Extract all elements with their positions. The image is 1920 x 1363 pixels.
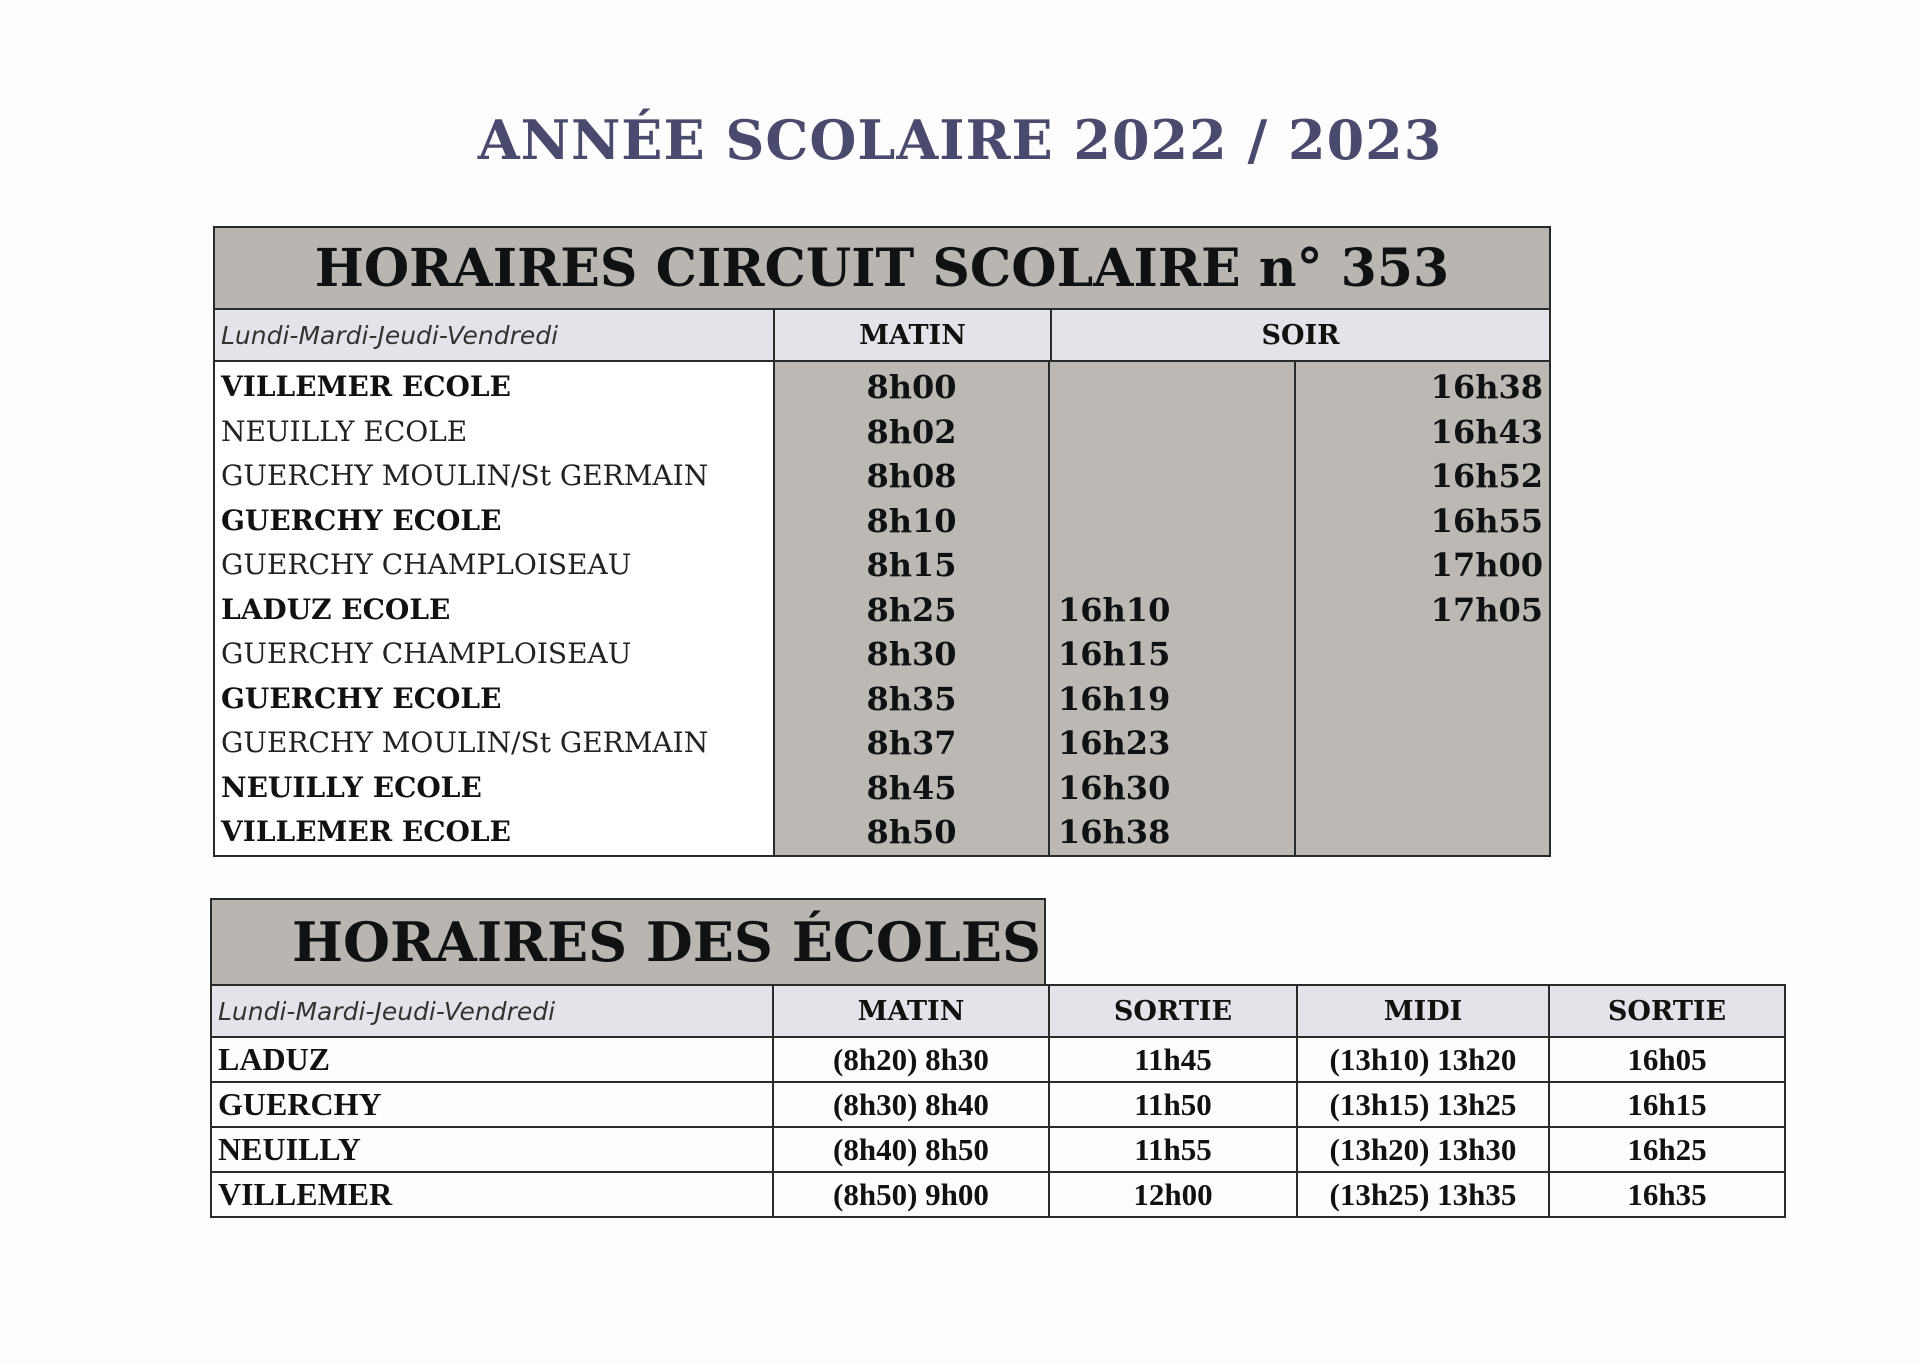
school-name: NEUILLY	[211, 1127, 773, 1172]
school-name: VILLEMER	[211, 1172, 773, 1217]
school-time: (13h25) 13h35	[1297, 1172, 1549, 1217]
soir-time: 16h30	[1058, 768, 1171, 807]
matin-time: 8h25	[866, 590, 957, 629]
matin-time: 8h08	[866, 457, 957, 495]
table-row	[211, 1172, 1785, 1217]
circuit-banner: HORAIRES CIRCUIT SCOLAIRE n° 353	[215, 228, 1549, 310]
soir-time	[1050, 365, 1294, 410]
ecoles-column-header: MATIN	[773, 985, 1049, 1037]
soir-time: 16h15	[1058, 635, 1171, 673]
stop-name: GUERCHY MOULIN/St GERMAIN	[221, 726, 709, 759]
ecoles-schedule-table	[210, 984, 1786, 1218]
stop-name: GUERCHY ECOLE	[221, 503, 502, 537]
soir-time: 17h00	[1430, 546, 1543, 584]
circuit-matin-header: MATIN	[775, 310, 1052, 360]
soir-time: 16h10	[1058, 590, 1171, 629]
matin-time: 8h02	[866, 412, 957, 451]
school-time: 12h00	[1049, 1172, 1297, 1217]
stop-name: GUERCHY CHAMPLOISEAU	[221, 637, 632, 670]
soir-time	[1050, 454, 1294, 499]
school-name: GUERCHY	[211, 1082, 773, 1127]
school-time: (13h15) 13h25	[1297, 1082, 1549, 1127]
ecoles-column-header: MIDI	[1297, 985, 1549, 1037]
circuit-days-header: Lundi-Mardi-Jeudi-Vendredi	[215, 310, 775, 360]
soir-time: 16h55	[1430, 501, 1543, 540]
ecoles-column-header: SORTIE	[1549, 985, 1785, 1037]
soir-column-1	[1050, 362, 1296, 855]
circuit-schedule-table	[213, 226, 1551, 857]
school-time: (8h40) 8h50	[773, 1127, 1049, 1172]
school-time: 11h55	[1049, 1127, 1297, 1172]
soir-time	[1050, 499, 1294, 544]
stop-name: NEUILLY ECOLE	[221, 770, 482, 804]
school-time: 16h05	[1549, 1037, 1785, 1082]
matin-time: 8h00	[866, 368, 957, 406]
page-title: ANNÉE SCOLAIRE 2022 / 2023	[477, 108, 1443, 172]
circuit-body	[215, 362, 1549, 855]
matin-time: 8h50	[866, 813, 957, 851]
school-time: 16h35	[1549, 1172, 1785, 1217]
soir-column-2	[1296, 362, 1549, 855]
soir-time	[1050, 410, 1294, 455]
matin-time: 8h37	[866, 724, 957, 762]
stop-name: GUERCHY ECOLE	[221, 681, 502, 715]
soir-time	[1296, 810, 1549, 855]
soir-time: 16h23	[1058, 724, 1171, 762]
matin-time: 8h15	[866, 546, 957, 584]
stop-name: NEUILLY ECOLE	[221, 414, 468, 448]
ecoles-header-row	[211, 985, 1785, 1037]
school-time: (8h20) 8h30	[773, 1037, 1049, 1082]
soir-time: 16h38	[1430, 368, 1543, 406]
table-row	[211, 1037, 1785, 1082]
matin-column	[775, 362, 1050, 855]
soir-time	[1296, 766, 1549, 811]
circuit-soir-header: SOIR	[1052, 310, 1549, 360]
ecoles-banner: HORAIRES DES ÉCOLES	[210, 898, 1046, 984]
matin-time: 8h35	[866, 679, 957, 718]
ecoles-column-header: SORTIE	[1049, 985, 1297, 1037]
school-time: (8h50) 9h00	[773, 1172, 1049, 1217]
school-time: (13h10) 13h20	[1297, 1037, 1549, 1082]
stop-name: GUERCHY MOULIN/St GERMAIN	[221, 459, 709, 492]
soir-time	[1296, 677, 1549, 722]
stops-column	[215, 362, 775, 855]
stop-name: LADUZ ECOLE	[221, 592, 451, 626]
soir-time	[1296, 721, 1549, 766]
table-row	[211, 1082, 1785, 1127]
soir-time: 16h38	[1058, 813, 1171, 851]
stop-name: VILLEMER ECOLE	[221, 815, 511, 848]
school-time: (13h20) 13h30	[1297, 1127, 1549, 1172]
school-name: LADUZ	[211, 1037, 773, 1082]
stop-name: VILLEMER ECOLE	[221, 370, 511, 403]
soir-time	[1296, 632, 1549, 677]
matin-time: 8h45	[866, 768, 957, 807]
soir-time: 17h05	[1430, 590, 1543, 629]
soir-time: 16h43	[1430, 412, 1543, 451]
school-time: 11h50	[1049, 1082, 1297, 1127]
school-time: 11h45	[1049, 1037, 1297, 1082]
table-row	[211, 1127, 1785, 1172]
school-time: 16h25	[1549, 1127, 1785, 1172]
soir-time: 16h19	[1058, 679, 1171, 718]
matin-time: 8h30	[866, 635, 957, 673]
school-time: (8h30) 8h40	[773, 1082, 1049, 1127]
stop-name: GUERCHY CHAMPLOISEAU	[221, 548, 632, 581]
soir-time: 16h52	[1430, 457, 1543, 495]
circuit-header-row	[215, 310, 1549, 362]
ecoles-days-header: Lundi-Mardi-Jeudi-Vendredi	[211, 985, 773, 1037]
soir-time	[1050, 543, 1294, 588]
matin-time: 8h10	[866, 501, 957, 540]
school-time: 16h15	[1549, 1082, 1785, 1127]
